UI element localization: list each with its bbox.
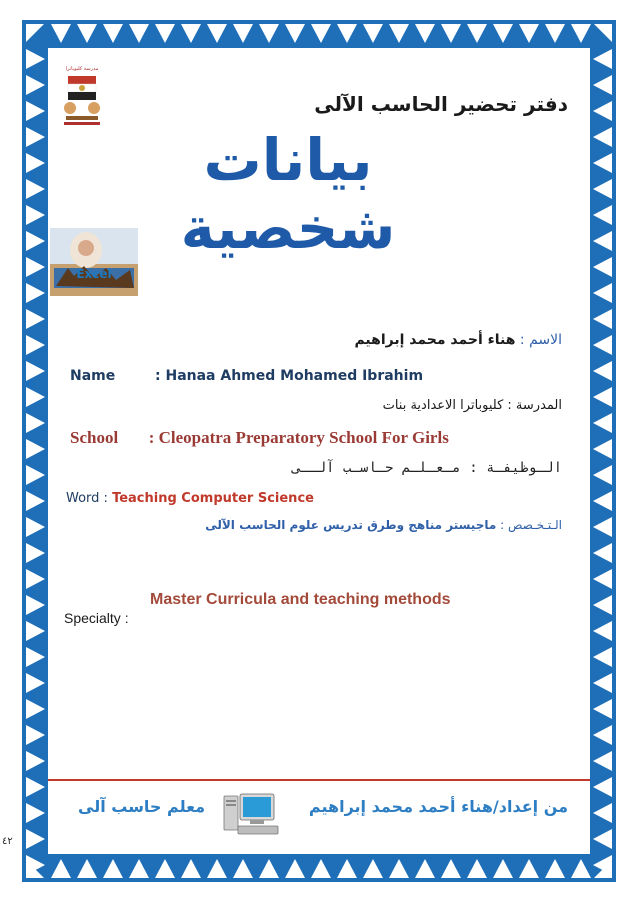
english-master-degree: Master Curricula and teaching methods — [150, 591, 451, 608]
notebook-title: دفتر تحضير الحاسب الآلى — [314, 92, 568, 116]
english-name-row — [70, 368, 423, 384]
arabic-name-row — [290, 332, 562, 348]
english-school-label: School — [70, 428, 119, 447]
english-name-value: : Hanaa Ahmed Mohamed Ibrahim — [155, 368, 424, 384]
arabic-specialty-label: الـتـخـصص : — [500, 518, 562, 532]
english-specialty-label: Specialty : — [64, 610, 129, 626]
word-value: Teaching Computer Science — [112, 491, 314, 506]
svg-text:Excel: Excel — [76, 267, 112, 281]
english-school-value: : Cleopatra Preparatory School For Girls — [148, 428, 449, 447]
computer-icon — [222, 790, 280, 838]
arabic-specialty-row — [200, 518, 562, 532]
page-title: بيانات شخصية — [180, 126, 396, 262]
arabic-school: المدرسة : كليوباترا الاعدادية بنات — [382, 398, 562, 413]
arabic-name-value: هناء أحمد محمد إبراهيم — [354, 332, 516, 348]
school-logo — [58, 60, 106, 130]
arabic-job: الـوظيفـة : مـعـلـم حـاسـب آلــى — [292, 460, 562, 476]
profile-photo — [50, 228, 138, 296]
footer-role: معلم حاسب آلى — [78, 797, 206, 816]
english-name-label: Name — [70, 368, 116, 384]
footer-prepared-by: من إعداد/هناء أحمد محمد إبراهيم — [308, 797, 568, 816]
page-number: ٤٢ — [2, 836, 13, 847]
english-school-row — [70, 428, 449, 448]
word-row — [66, 491, 314, 506]
logo-caption: مدرسة كليوباترا — [65, 66, 99, 72]
word-label: Word : — [66, 491, 113, 506]
footer-divider — [48, 779, 590, 781]
arabic-specialty-value: ماجيستر مناهج وطرق تدريس علوم الحاسب الآلى — [205, 518, 497, 532]
arabic-name-label: الاسم : — [519, 332, 562, 348]
